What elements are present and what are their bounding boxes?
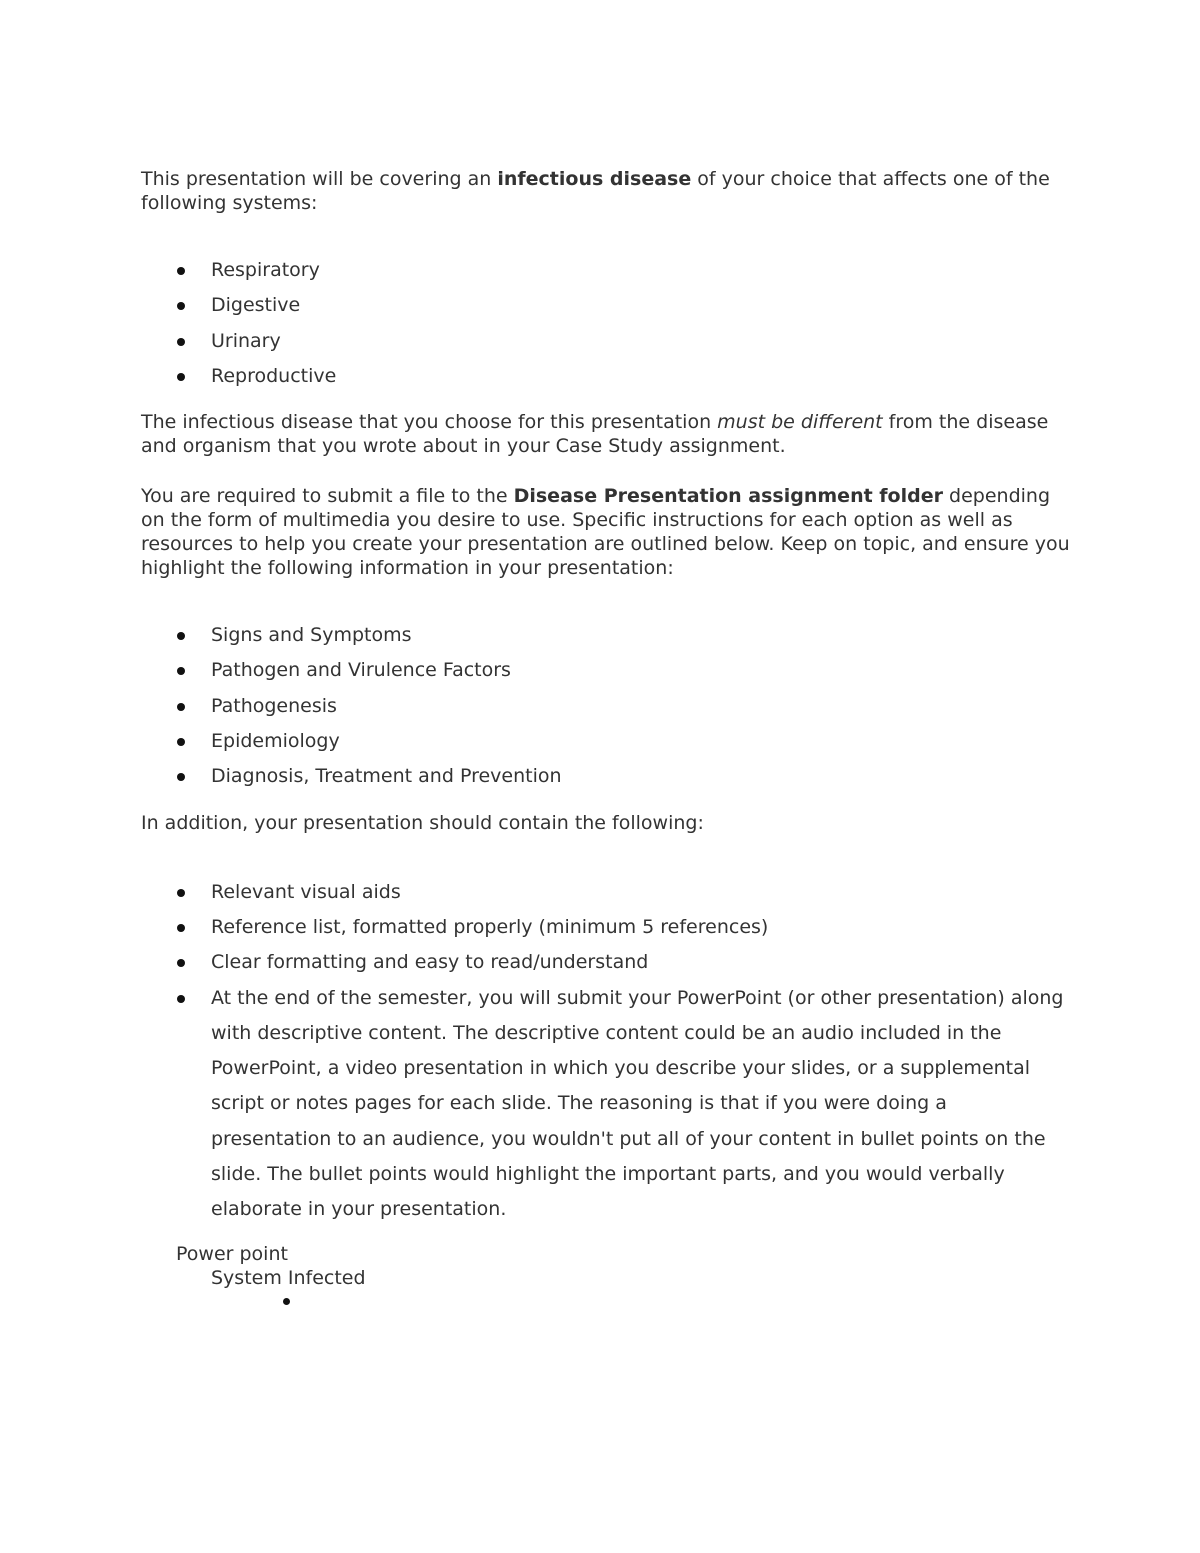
list-item: Relevant visual aids [141,875,1071,910]
submission-bold-folder: Disease Presentation assignment folder [513,485,943,508]
difference-text-1: The infectious disease that you choose for this presentation [141,411,718,434]
intro-bold-infectious-disease: infectious disease [497,168,692,190]
difference-text-2: from the disease and organism that you wrote about in your Case Study assignment. [141,411,1049,458]
list-item: Respiratory [141,253,1071,288]
systems-list [141,253,1071,394]
difference-paragraph [141,410,1071,458]
outline-empty-bullet [283,1298,290,1305]
requirements-list [141,875,1071,1228]
list-item: Pathogen and Virulence Factors [141,653,1071,688]
intro-paragraph [141,167,1071,215]
document-body [141,167,1071,1305]
list-item: At the end of the semester, you will submit your PowerPoint (or other presentation) along with descriptive content. The descriptive content could be an audio included in the PowerPoint, a video presentation in which you describe your slides, or a supplemental script or notes pages for each slide. The reasoning is that if you were doing a presentation to an audience, you wouldn't put all of your content in bullet points on the slide. The bullet points would highlight the important parts, and you would verbally elaborate in your presentation. [141,981,1071,1228]
list-item: Epidemiology [141,724,1071,759]
submission-text-1: You are required to submit a file to the [141,485,514,508]
list-item: Diagnosis, Treatment and Prevention [141,759,1071,794]
list-item: Reproductive [141,359,1071,394]
list-item: Pathogenesis [141,689,1071,724]
intro-text-2: of your choice that affects one of the following systems: [141,168,1050,214]
difference-italic-must-be-different: must be different [717,411,883,434]
list-item: Signs and Symptoms [141,618,1071,653]
outline-level-1: Power point [176,1242,288,1265]
addition-paragraph: In addition, your presentation should contain the following: [141,811,704,834]
intro-text-1: This presentation will be covering an [141,168,498,190]
outline-level-2: System Infected [211,1266,366,1289]
list-item: Urinary [141,324,1071,359]
topics-list [141,618,1071,794]
submission-text-2: depending on the form of multimedia you desire to use. Specific instructions for each option as well as resources to help you create your presentation are outlined below. Keep on topic, and ensure you highlight the following information in your presentation: [141,485,1070,580]
list-item: Digestive [141,288,1071,323]
list-item: Clear formatting and easy to read/understand [141,945,1071,980]
list-item: Reference list, formatted properly (minimum 5 references) [141,910,1071,945]
submission-paragraph [141,484,1071,580]
